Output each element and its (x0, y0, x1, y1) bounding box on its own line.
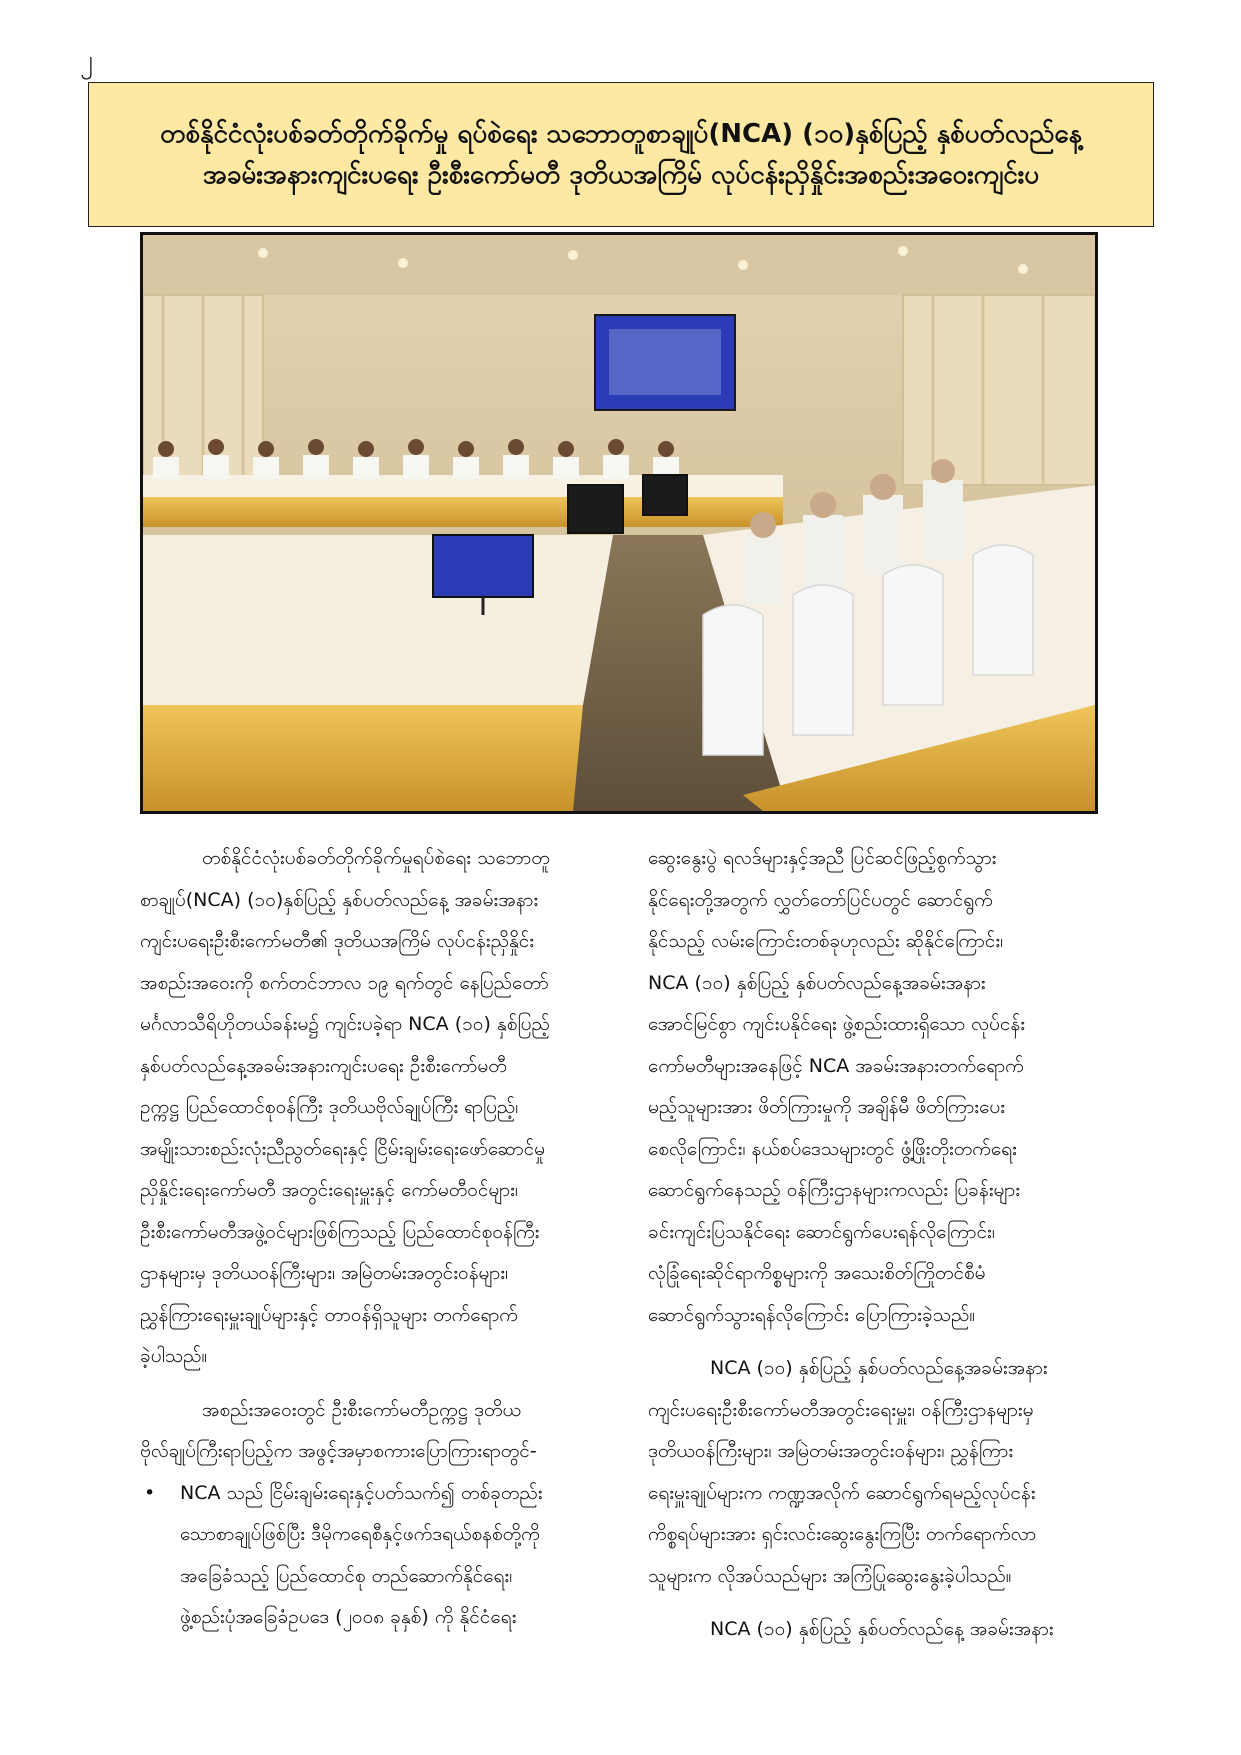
paragraph-line: NCA (၁၀) နှစ်ပြည့် နှစ်ပတ်လည်နေ့အခမ်းအနား (710, 1357, 1048, 1379)
paragraph-line: အခြေခံသည့် ပြည်ထောင်စု တည်ဆောက်နိုင်ရေး၊ (180, 1564, 513, 1587)
paragraph-line: သူများက လိုအပ်သည်များ အကြံပြုဆွေးနွေးခဲ့ပါသည်။ (648, 1564, 1012, 1587)
paragraph-line: တစ်နိုင်ငံလုံးပစ်ခတ်တိုက်ခိုက်မှုရပ်စဲရေး သဘောတူ (202, 847, 550, 869)
paragraph-line: အစည်းအဝေးတွင် ဦးစီးကော်မတီဥက္ကဋ္ဌ ဒုတိယ (202, 1398, 521, 1421)
paragraph-line: ကိစ္စရပ်များအား ရှင်းလင်းဆွေးနွေးကြပြီး တက်ရောက်လာ (648, 1523, 1037, 1545)
paragraph-line: မည့်သူများအား ဖိတ်ကြားမှုကို အချိန်မီ ဖိတ်ကြားပေး (648, 1096, 1006, 1118)
paragraph-line: နိုင်ရေးတို့အတွက် လွှတ်တော်ပြင်ပတွင် ဆောင်ရွက် (648, 888, 993, 911)
paragraph-line: ဗိုလ်ချုပ်ကြီးရာပြည့်က အဖွင့်အမှာစကားပြောကြားရာတွင်- (140, 1440, 537, 1462)
paragraph-line: စေလိုကြောင်း၊ နယ်စပ်ဒေသများတွင် ဖွံ့ဖြိုးတိုးတက်ရေး (648, 1137, 1017, 1160)
paragraph-line: လုံခြုံရေးဆိုင်ရာကိစ္စများကို အသေးစိတ်ကြိုတင်စီမံ (648, 1262, 986, 1284)
bullet-dot-icon: • (144, 1481, 156, 1504)
paragraph-line: ဒုတိယဝန်ကြီးများ၊ အမြဲတမ်းအတွင်းဝန်များ၊ ညွှန်ကြား (648, 1440, 1014, 1462)
paragraph-line: သောစာချုပ်ဖြစ်ပြီး ဒီမိုကရေစီနှင့်ဖက်ဒရယ်စနစ်တို့ကို (180, 1523, 540, 1545)
paragraph-line: အစည်းအဝေးကို စက်တင်ဘာလ ၁၉ ရက်တွင် နေပြည်တော် (140, 971, 549, 994)
paragraph-line: ဆောင်ရွက်နေသည့် ဝန်ကြီးဌာနများကလည်း ပြခန်းများ (648, 1179, 1021, 1201)
paragraph-line: နှစ်ပတ်လည်နေ့အခမ်းအနားကျင်းပရေး ဦးစီးကော်မတီ (140, 1054, 507, 1077)
meeting-photo (140, 232, 1098, 814)
paragraph-line: ကော်မတီများအနေဖြင့် NCA အခမ်းအနားတက်ရောက် (648, 1054, 1024, 1077)
bullet-item (140, 1473, 599, 1639)
headline-line-1: တစ်နိုင်ငံလုံးပစ်ခတ်တိုက်ခိုက်မှု ရပ်စဲရေး သဘောတူစာချုပ်(NCA) (၁၀)နှစ်ပြည့် နှစ်ပတ်လည်နေ့ (160, 119, 1082, 150)
paragraph-line: ဆွေးနွေးပွဲ ရလဒ်များနှင့်အညီ ပြင်ဆင်ဖြည့်စွက်သွား (648, 847, 997, 869)
page-number: ၂ (80, 45, 93, 75)
paragraph-line: စာချုပ်(NCA) (၁၀)နှစ်ပြည့် နှစ်ပတ်လည်နေ့ အခမ်းအနား (140, 888, 539, 911)
paragraph-line: အောင်မြင်စွာ ကျင်းပနိုင်ရေး ဖွဲ့စည်းထားရှိသော လုပ်ငန်း (648, 1013, 1026, 1035)
article-column-right (648, 838, 1098, 1651)
paragraph-line: ဆောင်ရွက်သွားရန်လိုကြောင်း ပြောကြားခဲ့သည်။ (648, 1303, 976, 1326)
article-column-left (140, 838, 599, 1639)
paragraph-line: ဌာနများမှ ဒုတိယဝန်ကြီးများ၊ အမြဲတမ်းအတွင်းဝန်များ၊ (140, 1262, 509, 1284)
paragraph-line: NCA သည် ငြိမ်းချမ်းရေးနှင့်ပတ်သက်၍ တစ်ခုတည်း (180, 1481, 543, 1504)
paragraph-line: အမျိုးသားစည်းလုံးညီညွတ်ရေးနှင့် ငြိမ်းချမ်းရေးဖော်ဆောင်မှု (140, 1137, 546, 1160)
paragraph-line: NCA (၁၀) နှစ်ပြည့် နှစ်ပတ်လည်နေ့အခမ်းအနား (648, 971, 986, 994)
headline-box (88, 82, 1154, 227)
paragraph-line: ဖွဲ့စည်းပုံအခြေခံဥပဒေ (၂၀၀၈ ခုနှစ်) ကို နိုင်ငံရေး (180, 1606, 517, 1628)
paragraph-line: ရေးမှူးချုပ်များက ကဏ္ဍအလိုက် ဆောင်ရွက်ရမည့်လုပ်ငန်း (648, 1481, 1036, 1504)
paragraph-line: ခင်းကျင်းပြသနိုင်ရေး ဆောင်ရွက်ပေးရန်လိုကြောင်း၊ (648, 1220, 995, 1243)
paragraph-line: ဦးစီးကော်မတီအဖွဲ့ဝင်များဖြစ်ကြသည့် ပြည်ထောင်စုဝန်ကြီး (140, 1220, 540, 1243)
paragraph-line: နိုင်သည့် လမ်းကြောင်းတစ်ခုဟုလည်း ဆိုနိုင်ကြောင်း၊ (648, 930, 1004, 952)
paragraph-line: NCA (၁၀) နှစ်ပြည့် နှစ်ပတ်လည်နေ့ အခမ်းအနား (710, 1618, 1054, 1640)
headline-line-2: အခမ်းအနားကျင်းပရေး ဦးစီးကော်မတီ ဒုတိယအကြိမ် လုပ်ငန်းညှိနှိုင်းအစည်းအဝေးကျင်းပ (202, 159, 1040, 190)
paragraph-line: ဥက္ကဋ္ဌ ပြည်ထောင်စုဝန်ကြီး ဒုတိယဗိုလ်ချုပ်ကြီး ရာပြည့်၊ (140, 1096, 519, 1118)
paragraph-line: ခဲ့ပါသည်။ (140, 1345, 208, 1367)
paragraph-line: ကျင်းပရေးဦးစီးကော်မတီအတွင်းရေးမှူး၊ ဝန်ကြီးဌာနများမှ (648, 1398, 1034, 1421)
paragraph-line: ညှိနှိုင်းရေးကော်မတီ အတွင်းရေးမှူးနှင့် ကော်မတီဝင်များ၊ (140, 1179, 518, 1201)
paragraph-line: ညွှန်ကြားရေးမှူးချုပ်များနှင့် တာဝန်ရှိသူများ တက်ရောက် (140, 1303, 518, 1326)
paragraph-line: ကျင်းပရေးဦးစီးကော်မတီ၏ ဒုတိယအကြိမ် လုပ်ငန်းညှိနှိုင်း (140, 930, 535, 952)
paragraph-line: မင်္ဂလာသီရိဟိုတယ်ခန်းမ၌ ကျင်းပခဲ့ရာ NCA (၁၀) နှစ်ပြည့် (140, 1013, 550, 1035)
